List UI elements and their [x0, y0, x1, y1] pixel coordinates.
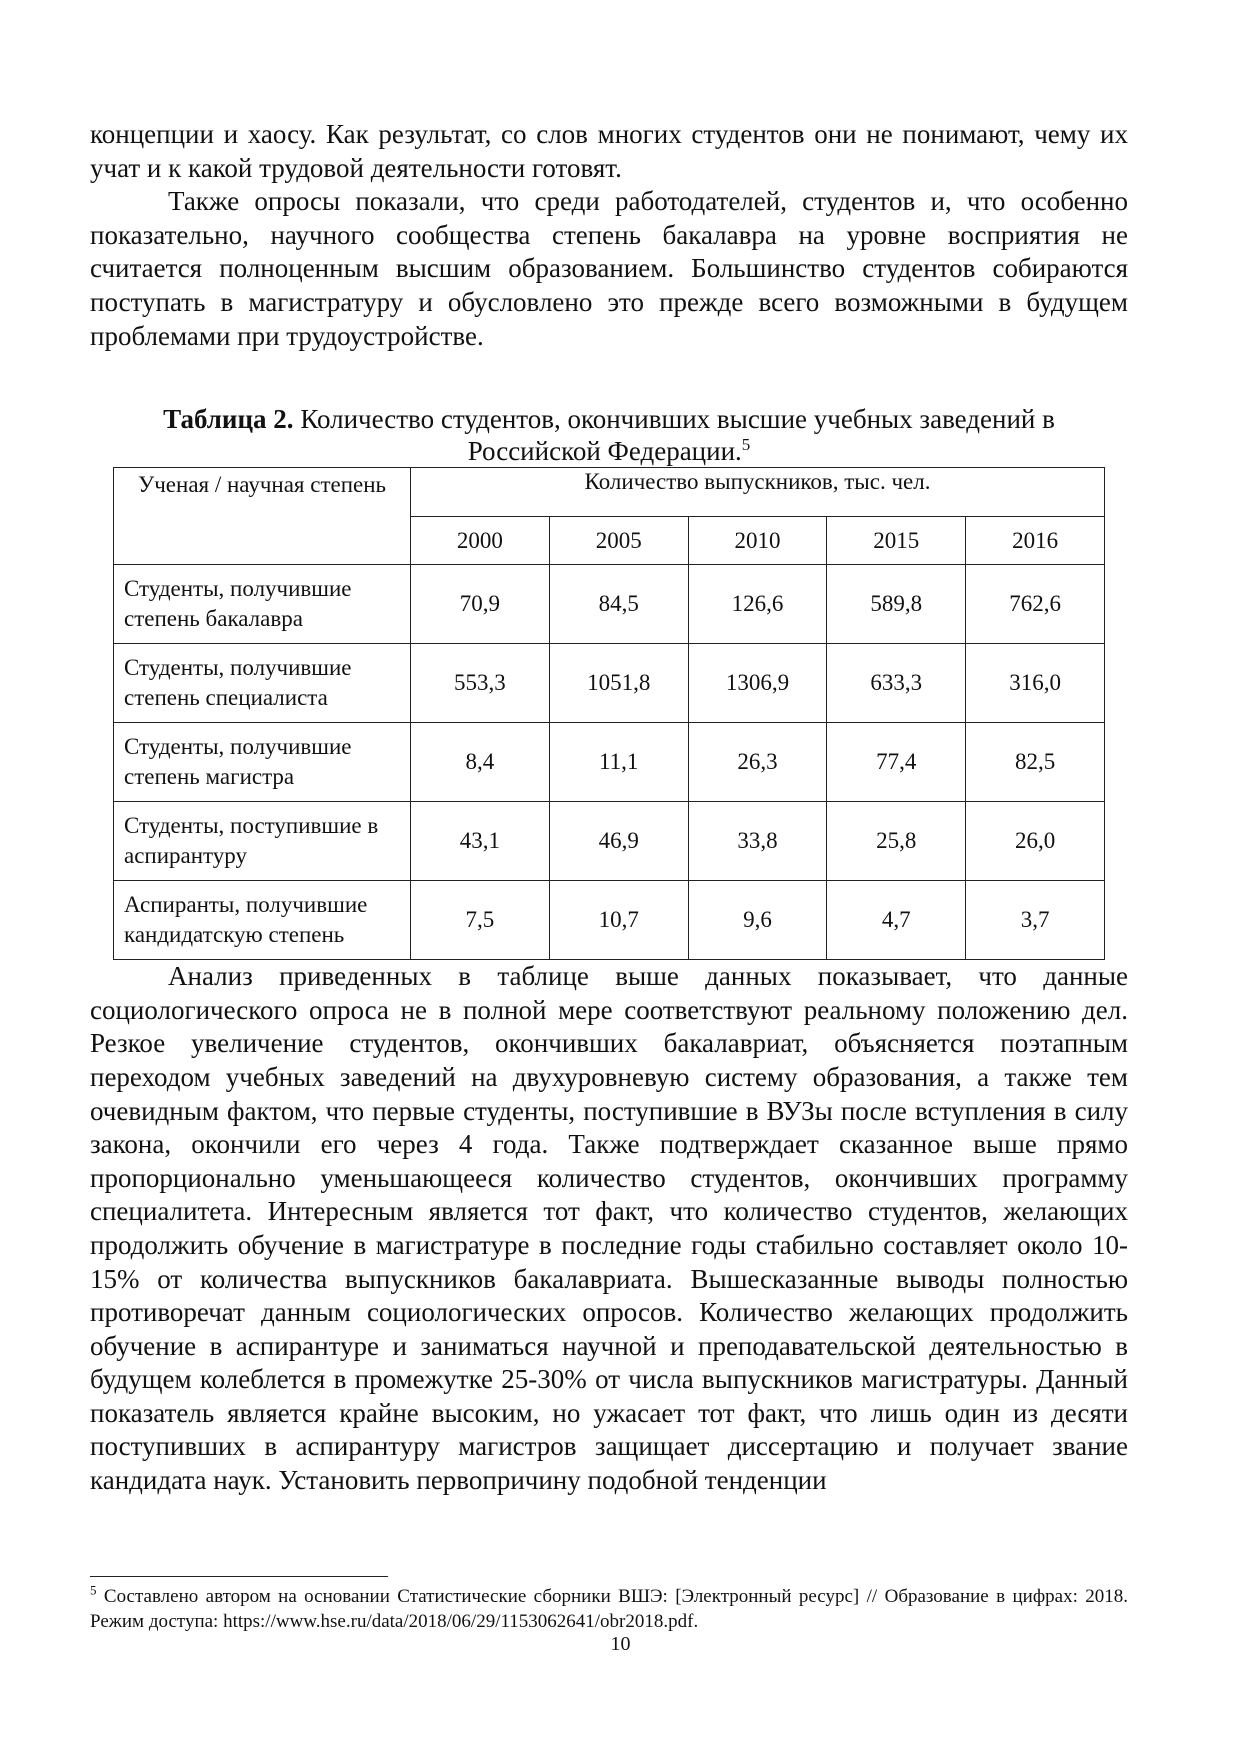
graduates-table [113, 467, 1105, 960]
table-cell: 70,9 [411, 565, 550, 644]
footnote-text: Составлено автором на основании Статистические сборники ВШЭ: [Электронный ресурс] // Образование в цифрах: 2018. Режим доступа: https://www.hse.ru/data/2018/06/29/1153062641/obr2018.pdf. [90, 1586, 1128, 1632]
table-cell: 11,1 [549, 723, 688, 802]
table-row [114, 802, 1105, 881]
footnote-number: 5 [90, 1582, 97, 1598]
table-cell: 25,8 [827, 802, 966, 881]
table-cell: 84,5 [549, 565, 688, 644]
table-caption-text: Количество студентов, окончивших высшие учебных заведений в Российской Федерации. [293, 404, 1055, 467]
table-row [114, 881, 1105, 960]
header-year: 2005 [549, 517, 688, 565]
table-cell: 9,6 [688, 881, 827, 960]
page-body [90, 118, 1128, 1498]
table-cell: 26,3 [688, 723, 827, 802]
table-cell: 10,7 [549, 881, 688, 960]
table-caption-label: Таблица 2. [163, 404, 294, 435]
table-cell: 762,6 [966, 565, 1105, 644]
table-cell: 553,3 [411, 644, 550, 723]
header-graduates-count: Количество выпускников, тыс. чел. [411, 468, 1105, 517]
footnote-divider [90, 1576, 388, 1577]
table-cell: 26,0 [966, 802, 1105, 881]
table-cell: 633,3 [827, 644, 966, 723]
table-cell: 43,1 [411, 802, 550, 881]
table-row [114, 723, 1105, 802]
row-label: Студенты, получившие степень бакалавра [114, 565, 411, 644]
header-year: 2000 [411, 517, 550, 565]
header-degree: Ученая / научная степень [114, 468, 411, 565]
footnote [90, 1584, 1128, 1634]
header-year: 2010 [688, 517, 827, 565]
table-cell: 82,5 [966, 723, 1105, 802]
table-cell: 126,6 [688, 565, 827, 644]
table-cell: 1306,9 [688, 644, 827, 723]
paragraph-analysis: Анализ приведенных в таблице выше данных показывает, что данные социологического опроса не в полной мере соответствуют реальному положению дел. Резкое увеличение студентов, окончивших бакалавриат, объясняется поэтапным переходом учебных заведений на двухуровневую систему образования, а также тем очевидным фактом, что первые студенты, поступившие в ВУЗы после вступления в силу закона, окончили его через 4 года. Также подтверждает сказанное выше прямо пропорционально уменьшающееся количество студентов, окончивших программу специалитета. Интересным является тот факт, что количество студентов, желающих продолжить обучение в магистратуре в последние годы стабильно составляет около 10-15% от количества выпускников бакалавриата. Вышесказанные выводы полностью противоречат данным социологических опросов. Количество желающих продолжить обучение в аспирантуре и заниматься научной и преподавательской деятельностью в будущем колеблется в промежутке 25-30% от числа выпускников магистратуры. Данный показатель является крайне высоким, но ужасает тот факт, что лишь один из десяти поступивших в аспирантуру магистров защищает диссертацию и получает звание кандидата наук. Установить первопричину подобной тенденции [90, 961, 1128, 1496]
table-cell: 589,8 [827, 565, 966, 644]
table-cell: 316,0 [966, 644, 1105, 723]
table-row [114, 644, 1105, 723]
row-label: Аспиранты, получившие кандидатскую степень [114, 881, 411, 960]
row-label: Студенты, получившие степень магистра [114, 723, 411, 802]
table-cell: 46,9 [549, 802, 688, 881]
table-cell: 77,4 [827, 723, 966, 802]
table-cell: 1051,8 [549, 644, 688, 723]
row-label: Студенты, получившие степень специалиста [114, 644, 411, 723]
table-cell: 7,5 [411, 881, 550, 960]
table-cell: 8,4 [411, 723, 550, 802]
footnote-reference[interactable]: 5 [741, 435, 751, 455]
table-cell: 4,7 [827, 881, 966, 960]
row-label: Студенты, поступившие в аспирантуру [114, 802, 411, 881]
table-cell: 33,8 [688, 802, 827, 881]
table-cell: 3,7 [966, 881, 1105, 960]
paragraph-intro: концепции и хаосу. Как результат, со слов многих студентов они не понимают, чему их учат и к какой трудовой деятельности готовят. [90, 119, 1128, 183]
header-year: 2016 [966, 517, 1105, 565]
table-row [114, 565, 1105, 644]
header-year: 2015 [827, 517, 966, 565]
table-caption [90, 403, 1128, 467]
paragraph-surveys: Также опросы показали, что среди работодателей, студентов и, что особенно показательно, научного сообщества степень бакалавра на уровне восприятия не считается полноценным высшим образованием. Большинство студентов собираются поступать в магистратуру и обусловлено это прежде всего возможными в будущем проблемами при трудоустройстве. [90, 186, 1128, 351]
page-number: 10 [610, 1633, 631, 1655]
